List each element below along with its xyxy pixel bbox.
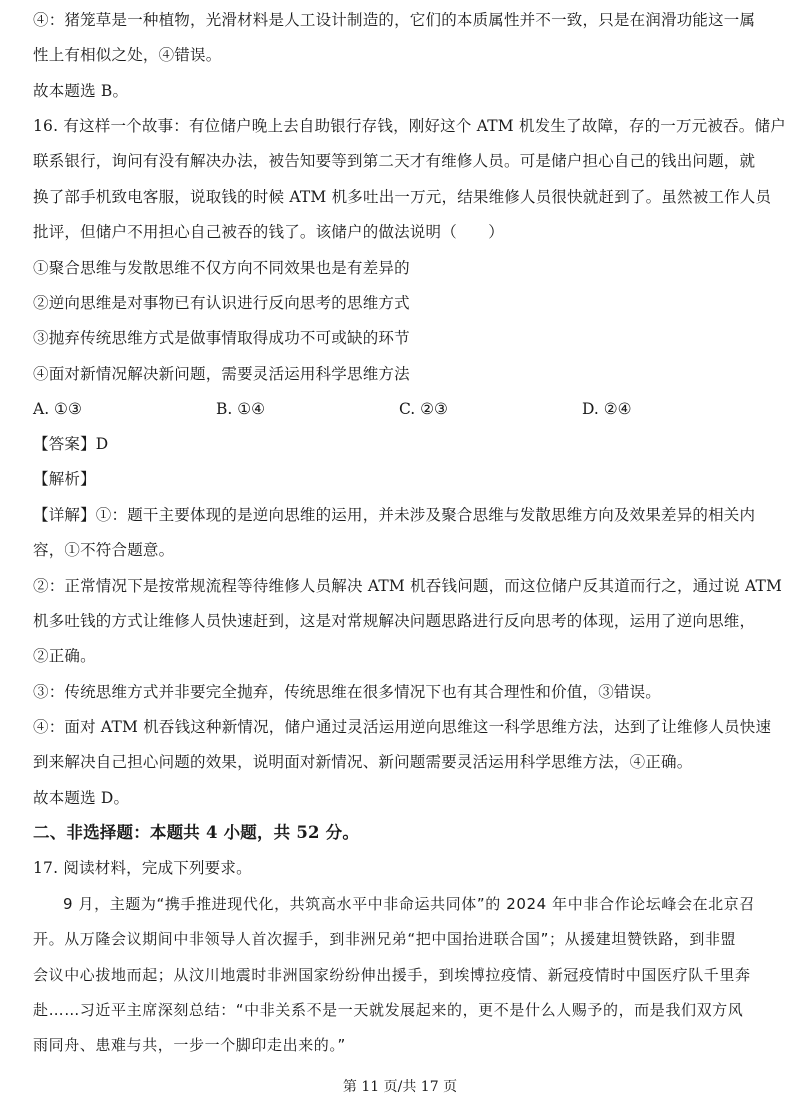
text-line: ④：猪笼草是一种植物，光滑材料是人工设计制造的，它们的本质属性并不一致，只是在润滑功能这一属	[33, 11, 756, 29]
question-16-stem: 联系银行，询问有没有解决办法，被告知要等到第二天才有维修人员。可是储户担心自己的钱出问题，就	[33, 152, 756, 170]
analysis-label: 【解析】	[33, 470, 96, 488]
statement-item: ①聚合思维与发散思维不仅方向不同效果也是有差异的	[33, 259, 410, 277]
detail-line: ②正确。	[33, 647, 96, 665]
answer-label: 【答案】D	[33, 435, 109, 453]
detail-line: ②：正常情况下是按常规流程等待维修人员解决 ATM 机吞钱问题，而这位储户反其道而行之，通过说 ATM	[33, 577, 783, 595]
option-c: C. ②③	[399, 400, 448, 418]
material-line: 赴……习近平主席深刻总结：“中非关系不是一天就发展起来的，更不是什么人赐予的，而是我们双方风	[33, 1001, 744, 1019]
detail-line: ④：面对 ATM 机吞钱这种新情况，储户通过灵活运用逆向思维这一科学思维方法，达到了让维修人员快速	[33, 718, 772, 736]
option-a: A. ①③	[33, 400, 82, 418]
material-line: 开。从万隆会议期间中非领导人首次握手，到非洲兄弟“把中国抬进联合国”；从援建坦赞铁路，到非盟	[33, 930, 737, 948]
question-16-stem: 换了部手机致电客服，说取钱的时候 ATM 机多吐出一万元，结果维修人员很快就赶到了。虽然被工作人员	[33, 188, 772, 206]
detail-line: ③：传统思维方式并非要完全抛弃，传统思维在很多情况下也有其合理性和价值，③错误。	[33, 683, 662, 701]
question-17-stem: 17. 阅读材料，完成下列要求。	[33, 859, 252, 877]
statement-item: ③抛弃传统思维方式是做事情取得成功不可或缺的环节	[33, 329, 410, 347]
text-line: 故本题选 B。	[33, 82, 129, 100]
detail-line: 机多吐钱的方式让维修人员快速赶到，这是对常规解决问题思路进行反向思考的体现，运用了逆向思维，	[33, 612, 756, 630]
text-line: 性上有相似之处，④错误。	[33, 46, 222, 64]
detail-line: 容，①不符合题意。	[33, 541, 175, 559]
material-line: 雨同舟、患难与共，一步一个脚印走出来的。”	[33, 1036, 346, 1054]
detail-line: 到来解决自己担心问题的效果，说明面对新情况、新问题需要灵活运用科学思维方法，④正确。	[33, 753, 693, 771]
question-16-stem: 16. 有这样一个故事：有位储户晚上去自助银行存钱，刚好这个 ATM 机发生了故障，存的一万元被吞。储户	[33, 117, 786, 135]
statement-item: ④面对新情况解决新问题，需要灵活运用科学思维方法	[33, 365, 410, 383]
page-footer: 第 11 页/共 17 页	[342, 1079, 458, 1095]
detail-line: 【详解】①：题干主要体现的是逆向思维的运用，并未涉及聚合思维与发散思维方向及效果差异的相关内	[33, 506, 756, 524]
statement-item: ②逆向思维是对事物已有认识进行反向思考的思维方式	[33, 294, 410, 312]
material-line: 9 月，主题为“携手推进现代化，共筑高水平中非命运共同体”的 2024 年中非合作论坛峰会在北京召	[63, 895, 755, 913]
option-b: B. ①④	[216, 400, 266, 418]
material-line: 会议中心拔地而起；从汶川地震时非洲国家纷纷伸出援手，到埃博拉疫情、新冠疫情时中国医疗队千里奔	[33, 966, 751, 984]
section-title: 二、非选择题：本题共 4 小题，共 52 分。	[33, 823, 360, 842]
question-16-stem: 批评，但储户不用担心自己被吞的钱了。该储户的做法说明（ ）	[33, 223, 505, 241]
detail-line: 故本题选 D。	[33, 789, 130, 807]
option-d: D. ②④	[582, 400, 632, 418]
